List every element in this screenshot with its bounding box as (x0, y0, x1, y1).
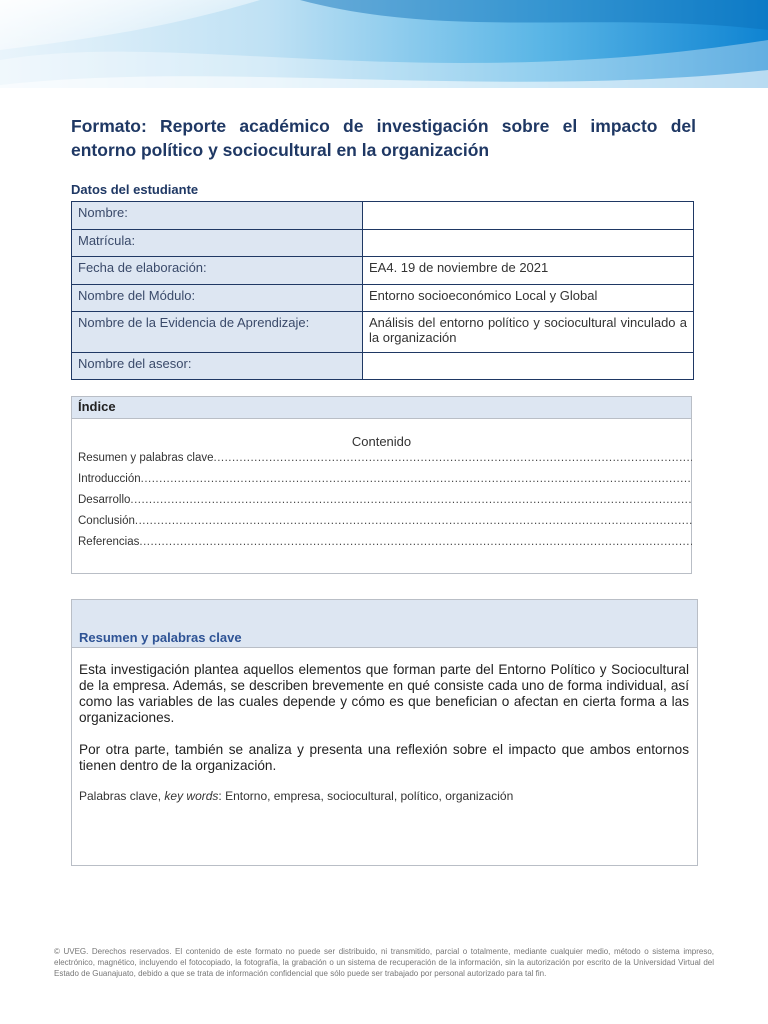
toc-entry-label: Introducción (78, 473, 141, 485)
index-header: Índice (72, 397, 691, 419)
header-banner (0, 0, 768, 96)
document-title (71, 114, 696, 162)
summary-box (71, 599, 698, 866)
index-box (71, 396, 692, 574)
field-label: Nombre: (72, 202, 363, 230)
field-value[interactable]: Análisis del entorno político y sociocultural vinculado a la organización (363, 312, 694, 353)
toc-entry-label: Resumen y palabras clave (78, 452, 214, 464)
toc-entry[interactable] (78, 515, 692, 527)
field-label: Nombre del Módulo: (72, 285, 363, 312)
banner-graphic (0, 0, 768, 96)
student-section-label: Datos del estudiante (71, 182, 199, 197)
field-value[interactable]: Entorno socioeconómico Local y Global (363, 285, 694, 312)
field-label: Matrícula: (72, 230, 363, 257)
field-label: Nombre de la Evidencia de Aprendizaje: (72, 312, 363, 353)
field-value[interactable] (363, 353, 694, 380)
summary-heading: Resumen y palabras clave (79, 630, 242, 645)
toc-entry[interactable] (78, 473, 692, 485)
title-line-1: Formato: Reporte académico de investigación sobre el impacto del (71, 116, 696, 136)
contents-heading: Contenido (351, 434, 412, 449)
table-row (72, 202, 694, 230)
toc-entry-label: Desarrollo (78, 494, 131, 506)
title-line-2: entorno político y sociocultural en la organización (71, 140, 490, 160)
table-row (72, 353, 694, 380)
field-value[interactable]: EA4. 19 de noviembre de 2021 (363, 257, 694, 285)
toc-entry-label: Conclusión (78, 515, 135, 527)
field-label: Fecha de elaboración: (72, 257, 363, 285)
keywords-label: Palabras clave, (79, 789, 162, 803)
field-value[interactable] (363, 202, 694, 230)
toc-entry[interactable] (78, 494, 692, 506)
keywords-value: : Entorno, empresa, sociocultural, político, organización (218, 789, 514, 803)
toc-entry[interactable] (78, 452, 692, 464)
summary-paragraph-2: Por otra parte, también se analiza y presenta una reflexión sobre el impacto que ambos entornos tienen dentro de la organización. (79, 742, 689, 773)
keywords-label-italic: key words (164, 789, 219, 803)
field-label: Nombre del asesor: (72, 353, 363, 380)
toc-entry[interactable] (78, 536, 692, 548)
toc-entry-label: Referencias (78, 536, 140, 548)
summary-header (72, 600, 697, 648)
copyright-footer: © UVEG. Derechos reservados. El contenido de este formato no puede ser distribuido, ni transmitido, parcial o totalmente, mediante cualquier medio, método o sistema impreso, electrónico, magnético, incluyendo el fotocopiado, la fotografía, la grabación o un sistema de recuperación de la información, sin la autorización por escrito de la Universidad Virtual del Estado de Guanajuato, debido a que se trata de información confidencial que sólo puede ser trabajado por personal autorizado para tal fin. (54, 947, 714, 978)
keywords-line (79, 789, 513, 803)
summary-paragraph-1: Esta investigación plantea aquellos elementos que forman parte del Entorno Político y Sociocultural de la empresa. Además, se describen brevemente en qué consiste cada uno de forma individual, así como las variables de las cuales depende y cómo es que benefician o afectan en cierta forma a las organizaciones. (79, 662, 689, 725)
field-value[interactable] (363, 230, 694, 257)
table-row (72, 257, 694, 285)
table-row (72, 312, 694, 353)
table-row (72, 285, 694, 312)
student-data-table (71, 201, 694, 380)
table-row (72, 230, 694, 257)
